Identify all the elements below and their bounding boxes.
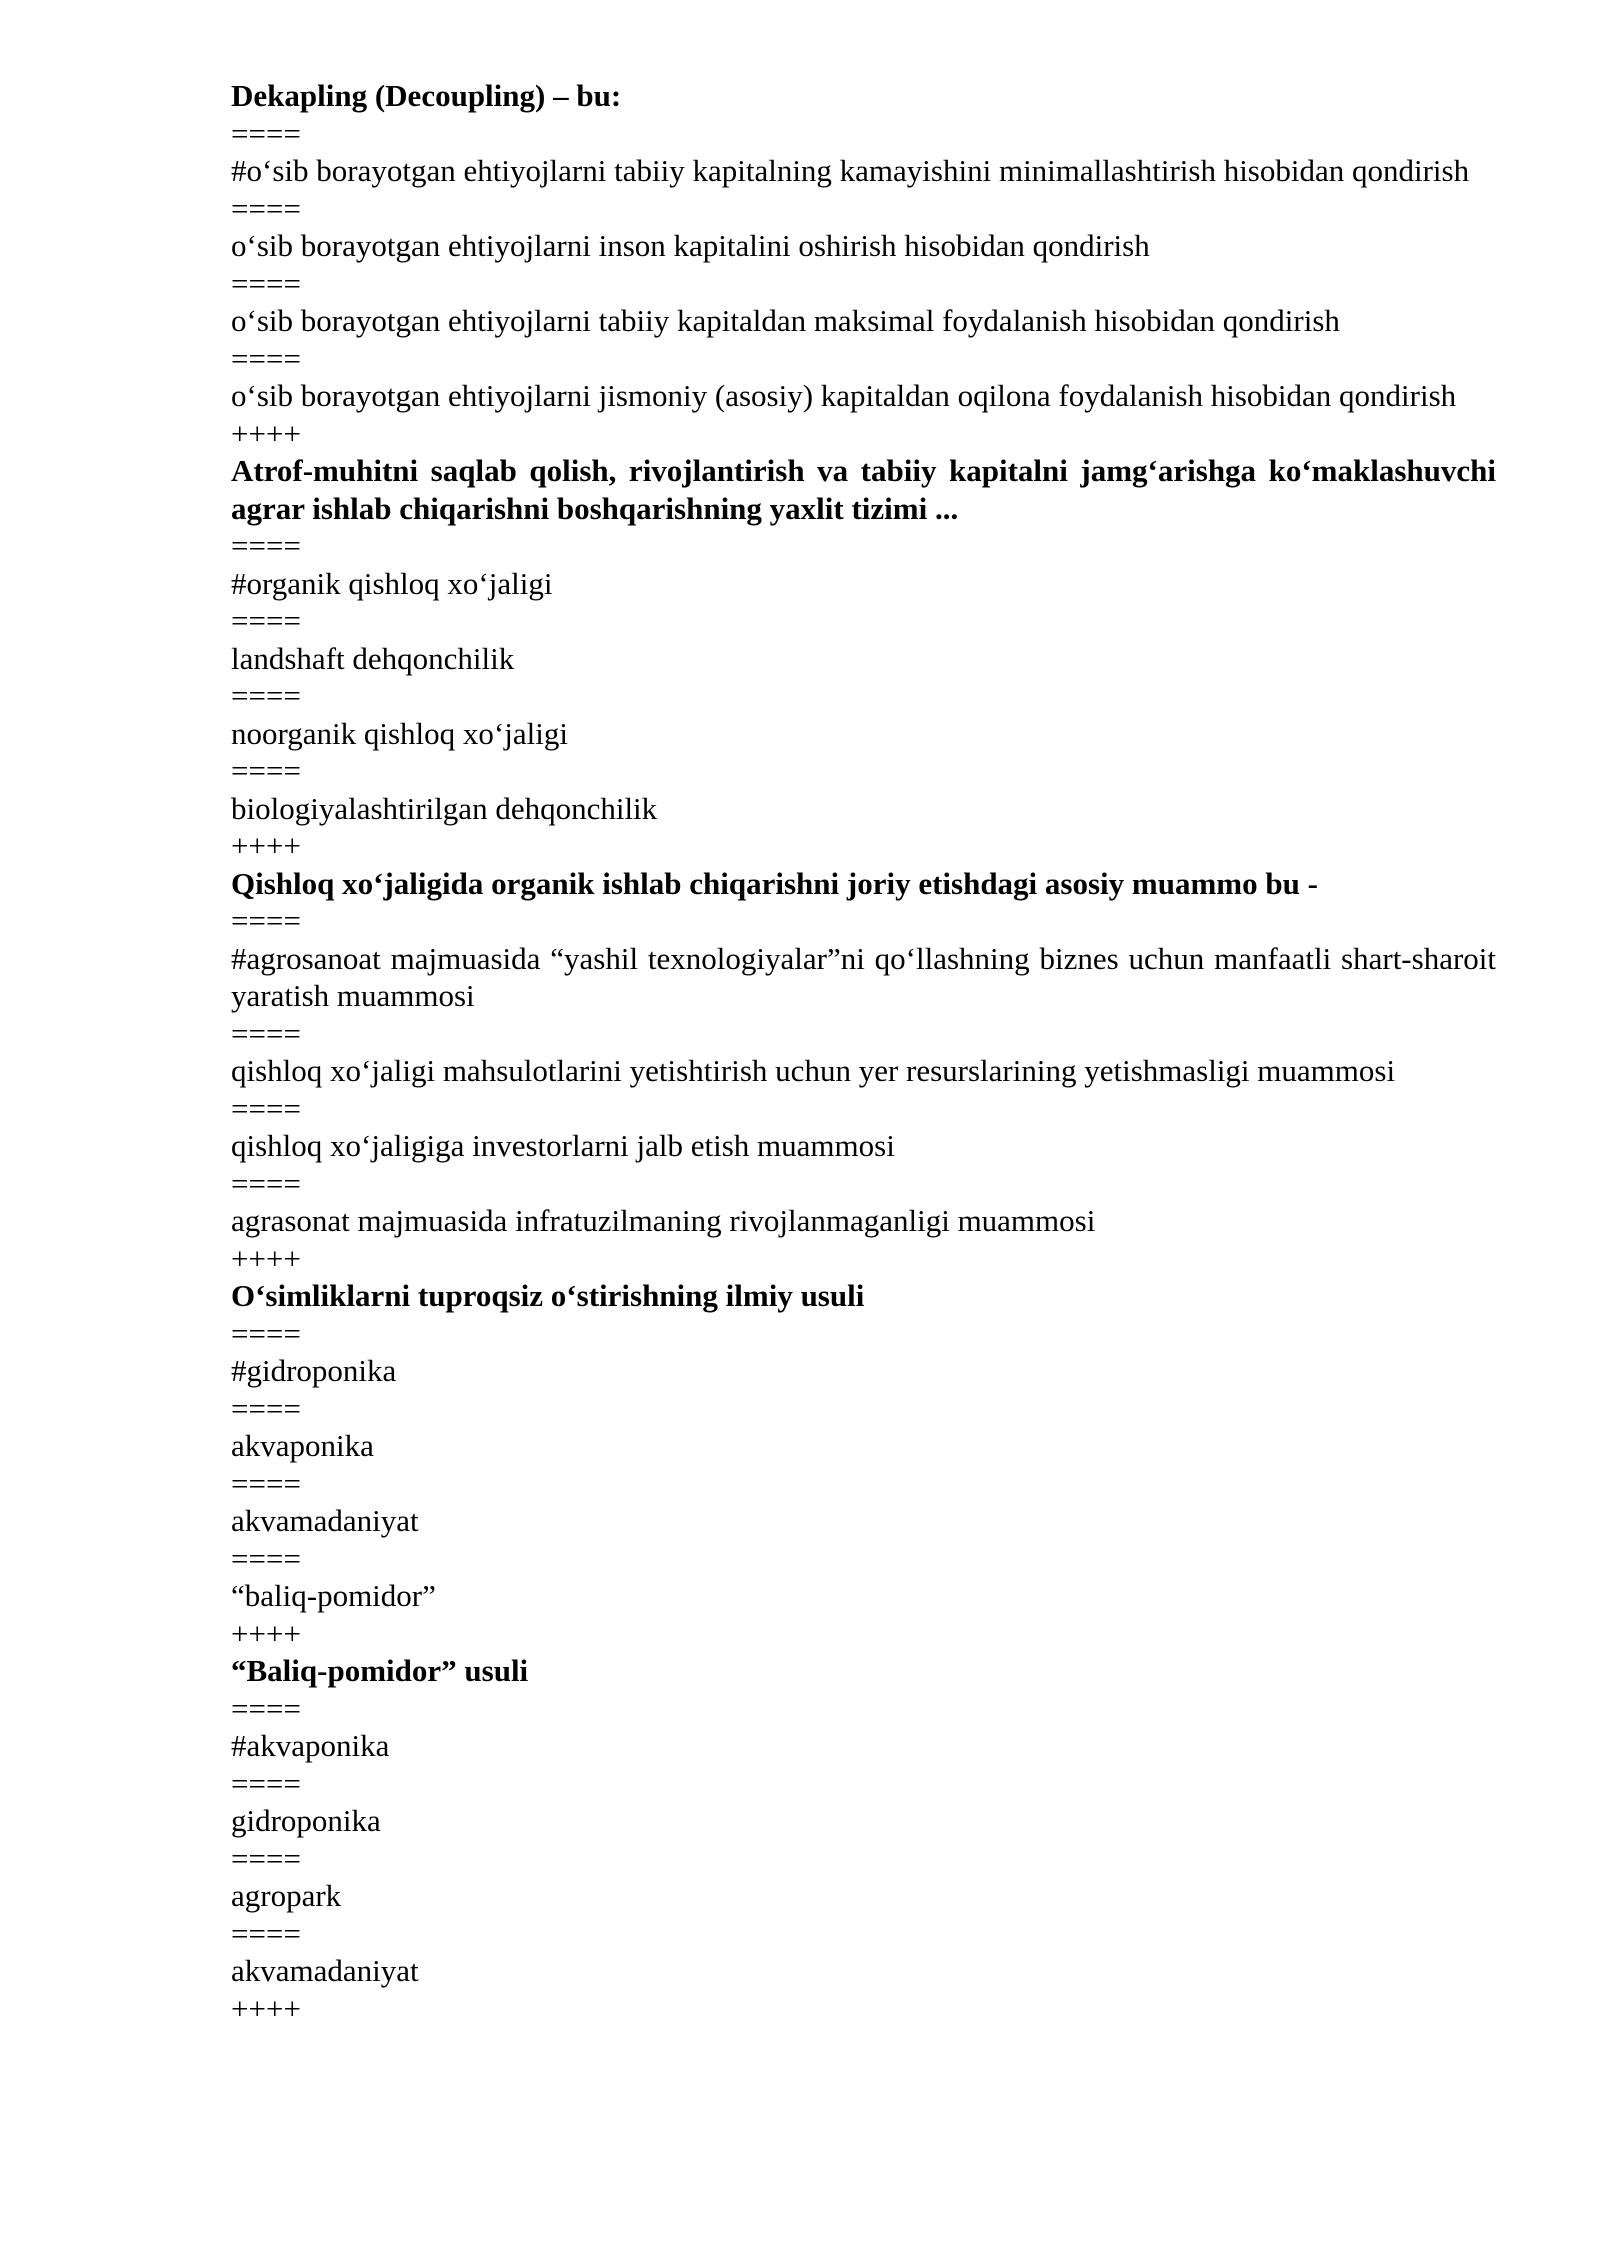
question-text: “Baliq-pomidor” usuli bbox=[231, 1653, 529, 1688]
option-separator: ==== bbox=[231, 265, 301, 301]
question-separator: ++++ bbox=[231, 1615, 301, 1651]
answer-option: #akvaponika bbox=[231, 1728, 390, 1763]
answer-option: #organik qishloq xo‘jaligi bbox=[231, 565, 553, 601]
question-separator: ++++ bbox=[231, 415, 301, 451]
option-separator: ==== bbox=[231, 115, 301, 151]
answer-option: o‘sib borayotgan ehtiyojlarni jismoniy (asosiy) kapitaldan oqilona foydalanish hisobidan qondirish bbox=[231, 378, 1457, 413]
answer-option: o‘sib borayotgan ehtiyojlarni tabiiy kapitaldan maksimal foydalanish hisobidan qondirish bbox=[231, 303, 1340, 338]
option-separator: ==== bbox=[231, 753, 301, 788]
option-separator: ==== bbox=[231, 1690, 301, 1726]
option-separator: ==== bbox=[231, 1765, 301, 1801]
option-separator: ==== bbox=[231, 528, 301, 563]
question-separator: ++++ bbox=[231, 1990, 301, 2026]
question-text: Qishloq xo‘jaligida organik ishlab chiqarishni joriy etishdagi asosiy muammo bu - bbox=[231, 865, 1318, 901]
option-separator: ==== bbox=[231, 603, 301, 638]
option-separator: ==== bbox=[231, 1840, 301, 1876]
answer-option: qishloq xo‘jaligiga investorlarni jalb etish muammosi bbox=[231, 1128, 895, 1163]
question-separator: ++++ bbox=[231, 828, 301, 863]
question-text: Dekapling (Decoupling) – bu: bbox=[231, 78, 622, 113]
answer-option: akvamadaniyat bbox=[231, 1503, 419, 1538]
question-block bbox=[231, 1277, 1496, 1652]
question-block bbox=[231, 77, 1496, 452]
option-separator: ==== bbox=[231, 1465, 301, 1501]
answer-option: agrasonat majmuasida infratuzilmaning rivojlanmaganligi muammosi bbox=[231, 1203, 1096, 1238]
answer-option: o‘sib borayotgan ehtiyojlarni inson kapitalini oshirish hisobidan qondirish bbox=[231, 228, 1150, 263]
option-separator: ==== bbox=[231, 1540, 301, 1576]
option-separator: ==== bbox=[231, 1165, 301, 1201]
answer-option: “baliq-pomidor” bbox=[231, 1578, 436, 1613]
answer-option: biologiyalashtirilgan dehqonchilik bbox=[231, 790, 658, 826]
answer-option: noorganik qishloq xo‘jaligi bbox=[231, 715, 568, 751]
option-separator: ==== bbox=[231, 678, 301, 713]
option-separator: ==== bbox=[231, 1315, 301, 1351]
answer-option: akvamadaniyat bbox=[231, 1953, 419, 1988]
question-block bbox=[231, 452, 1496, 865]
answer-option: akvaponika bbox=[231, 1428, 374, 1463]
question-text: Atrof-muhitni saqlab qolish, rivojlantirish va tabiiy kapitalni jamg‘arishga ko‘maklashuvchi agrar ishlab chiqarishni boshqarishning yaxlit tizimi ... bbox=[231, 453, 1496, 526]
question-separator: ++++ bbox=[231, 1240, 301, 1276]
answer-option: landshaft dehqonchilik bbox=[231, 640, 515, 676]
option-separator: ==== bbox=[231, 1915, 301, 1951]
option-separator: ==== bbox=[231, 340, 301, 376]
option-separator: ==== bbox=[231, 1090, 301, 1126]
test-document bbox=[231, 77, 1496, 2027]
option-separator: ==== bbox=[231, 1390, 301, 1426]
option-separator: ==== bbox=[231, 1015, 301, 1051]
option-separator: ==== bbox=[231, 903, 301, 938]
answer-option: #agrosanoat majmuasida “yashil texnologiyalar”ni qo‘llashning biznes uchun manfaatli shart-sharoit yaratish muammosi bbox=[231, 940, 1496, 1013]
answer-option: agropark bbox=[231, 1878, 342, 1913]
question-block bbox=[231, 865, 1496, 1278]
answer-option: qishloq xo‘jaligi mahsulotlarini yetishtirish uchun yer resurslarining yetishmasligi muammosi bbox=[231, 1053, 1396, 1088]
question-block bbox=[231, 1652, 1496, 2027]
question-text: O‘simliklarni tuproqsiz o‘stirishning ilmiy usuli bbox=[231, 1278, 865, 1313]
answer-option: #o‘sib borayotgan ehtiyojlarni tabiiy kapitalning kamayishini minimallashtirish hisobidan qondirish bbox=[231, 153, 1470, 188]
answer-option: gidroponika bbox=[231, 1803, 381, 1838]
answer-option: #gidroponika bbox=[231, 1353, 397, 1388]
option-separator: ==== bbox=[231, 190, 301, 226]
